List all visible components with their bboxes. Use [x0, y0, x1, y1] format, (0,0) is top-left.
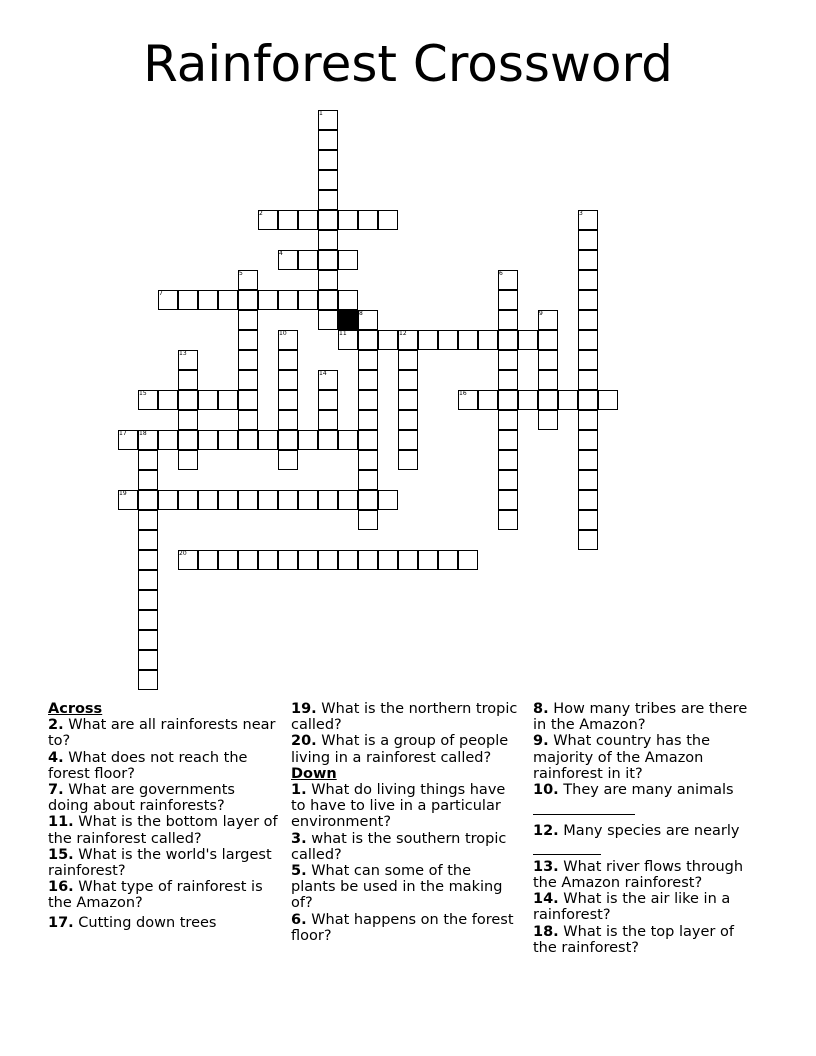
grid-cell[interactable] [238, 490, 258, 510]
grid-cell[interactable] [478, 390, 498, 410]
grid-cell[interactable] [518, 330, 538, 350]
clue-across-17: 17. Cutting down trees [48, 914, 217, 931]
grid-cell[interactable] [318, 290, 338, 310]
grid-cell[interactable] [138, 590, 158, 610]
grid-cell[interactable] [198, 550, 218, 570]
grid-cell[interactable] [218, 290, 238, 310]
grid-cell[interactable] [578, 250, 598, 270]
grid-cell[interactable] [318, 190, 338, 210]
page-title: Rainforest Crossword [143, 35, 673, 93]
clue-down-9: 9. What country has the majority of the Amazon rainforest in it? [533, 733, 711, 782]
grid-cell[interactable] [178, 450, 198, 470]
grid-cell[interactable] [338, 490, 358, 510]
grid-cell[interactable] [358, 210, 378, 230]
grid-cell[interactable] [578, 530, 598, 550]
grid-cell[interactable] [498, 330, 518, 350]
grid-cell[interactable] [378, 210, 398, 230]
grid-cell[interactable] [298, 250, 318, 270]
grid-cell[interactable] [418, 330, 438, 350]
grid-cell[interactable] [358, 390, 378, 410]
grid-cell[interactable] [278, 410, 298, 430]
clue-across-16: 16. What type of rainforest is the Amazon? [48, 879, 263, 912]
grid-cell[interactable] [318, 210, 338, 230]
grid-cell[interactable] [358, 430, 378, 450]
grid-cell[interactable] [578, 230, 598, 250]
grid-cell[interactable] [398, 410, 418, 430]
grid-cell[interactable] [138, 630, 158, 650]
grid-cell[interactable] [318, 310, 338, 330]
grid-cell[interactable] [278, 430, 298, 450]
clue-number-20: 20 [179, 550, 187, 557]
clue-down-8: 8. How many tribes are there in the Amazon? [533, 701, 748, 734]
grid-cell[interactable] [138, 670, 158, 690]
grid-cell[interactable] [278, 550, 298, 570]
grid-cell[interactable] [358, 550, 378, 570]
grid-cell[interactable] [498, 410, 518, 430]
grid-cell[interactable] [318, 150, 338, 170]
grid-cell[interactable] [178, 490, 198, 510]
grid-cell[interactable] [198, 490, 218, 510]
clue-number-5: 5 [239, 270, 243, 277]
grid-cell[interactable] [338, 430, 358, 450]
grid-cell[interactable] [238, 390, 258, 410]
grid-cell[interactable] [158, 430, 178, 450]
clue-number-13: 13 [179, 350, 187, 357]
grid-cell[interactable] [258, 550, 278, 570]
grid-cell[interactable] [598, 390, 618, 410]
grid-cell[interactable] [318, 230, 338, 250]
clue-down-1: 1. What do living things have to have to live in a particular environment? [291, 782, 506, 831]
grid-cell[interactable] [498, 450, 518, 470]
clue-across-4: 4. What does not reach the forest floor? [48, 749, 248, 782]
grid-cell[interactable] [498, 390, 518, 410]
clue-number-15: 15 [139, 390, 147, 397]
grid-cell[interactable] [578, 370, 598, 390]
clue-number-9: 9 [539, 310, 543, 317]
grid-cell[interactable] [578, 330, 598, 350]
grid-cell[interactable] [498, 490, 518, 510]
grid-cell[interactable] [238, 310, 258, 330]
grid-cell[interactable] [398, 390, 418, 410]
grid-cell[interactable] [358, 330, 378, 350]
clue-down-3: 3. what is the southern tropic called? [291, 830, 507, 863]
grid-black-cell [338, 310, 358, 330]
grid-cell[interactable] [318, 490, 338, 510]
clue-number-3: 3 [579, 210, 583, 217]
grid-cell[interactable] [138, 610, 158, 630]
grid-cell[interactable] [398, 370, 418, 390]
grid-cell[interactable] [138, 550, 158, 570]
grid-cell[interactable] [418, 550, 438, 570]
grid-cell[interactable] [318, 130, 338, 150]
grid-cell[interactable] [238, 430, 258, 450]
grid-cell[interactable] [138, 470, 158, 490]
grid-cell[interactable] [258, 490, 278, 510]
clue-down-13: 13. What river flows through the Amazon rainforest? [533, 858, 744, 892]
grid-cell[interactable] [258, 430, 278, 450]
grid-cell[interactable] [138, 530, 158, 550]
grid-cell[interactable] [578, 430, 598, 450]
grid-cell[interactable] [358, 510, 378, 530]
grid-cell[interactable] [338, 550, 358, 570]
grid-cell[interactable] [478, 330, 498, 350]
grid-cell[interactable] [298, 290, 318, 310]
clue-down-14: 14. What is the air like in a rainforest? [533, 891, 731, 924]
clue-down-5: 5. What can some of the plants be used in the making of? [291, 863, 503, 912]
clue-number-10: 10 [279, 330, 287, 337]
grid-cell[interactable] [238, 370, 258, 390]
grid-cell[interactable] [358, 470, 378, 490]
grid-cell[interactable] [158, 390, 178, 410]
grid-cell[interactable] [198, 430, 218, 450]
grid-cell[interactable] [298, 490, 318, 510]
grid-cell[interactable] [178, 370, 198, 390]
grid-cell[interactable] [578, 490, 598, 510]
grid-cell[interactable] [138, 510, 158, 530]
grid-cell[interactable] [138, 570, 158, 590]
clue-down-12: 12. Many species are nearly [533, 823, 740, 840]
clue-column-1 [48, 701, 280, 931]
clue-number-12: 12 [399, 330, 407, 337]
grid-cell[interactable] [498, 470, 518, 490]
grid-cell[interactable] [578, 290, 598, 310]
blank-line [533, 842, 761, 859]
grid-cell[interactable] [318, 550, 338, 570]
grid-cell[interactable] [318, 170, 338, 190]
grid-cell[interactable] [378, 490, 398, 510]
grid-cell[interactable] [238, 410, 258, 430]
clue-column-3 [533, 701, 761, 956]
grid-cell[interactable] [318, 250, 338, 270]
clue-number-19: 19 [119, 490, 127, 497]
grid-cell[interactable] [358, 370, 378, 390]
clue-across-7: 7. What are governments doing about rainforests? [48, 782, 235, 815]
grid-cell[interactable] [338, 250, 358, 270]
grid-cell[interactable] [578, 270, 598, 290]
grid-cell[interactable] [278, 350, 298, 370]
grid-cell[interactable] [138, 650, 158, 670]
down-heading: Down [291, 765, 337, 782]
grid-cell[interactable] [278, 290, 298, 310]
grid-cell[interactable] [178, 390, 198, 410]
grid-cell[interactable] [538, 410, 558, 430]
grid-cell[interactable] [498, 290, 518, 310]
clue-number-16: 16 [459, 390, 467, 397]
clue-number-4: 4 [279, 250, 283, 257]
clue-across-20: 20. What is a group of people living in a rainforest called? [291, 733, 509, 766]
grid-cell[interactable] [358, 490, 378, 510]
clue-across-11: 11. What is the bottom layer of the rainforest called? [48, 814, 278, 847]
grid-cell[interactable] [238, 290, 258, 310]
clue-across-15: 15. What is the world's largest rainforest? [48, 846, 272, 880]
grid-cell[interactable] [138, 450, 158, 470]
grid-cell[interactable] [578, 450, 598, 470]
grid-cell[interactable] [198, 390, 218, 410]
grid-cell[interactable] [278, 210, 298, 230]
grid-cell[interactable] [218, 550, 238, 570]
grid-cell[interactable] [578, 310, 598, 330]
grid-cell[interactable] [158, 490, 178, 510]
grid-cell[interactable] [298, 550, 318, 570]
clue-number-18: 18 [139, 430, 147, 437]
grid-cell[interactable] [358, 410, 378, 430]
grid-cell[interactable] [558, 390, 578, 410]
clue-number-1: 1 [319, 110, 323, 117]
grid-cell[interactable] [318, 410, 338, 430]
clue-down-10: 10. They are many animals [533, 782, 734, 799]
grid-cell[interactable] [278, 490, 298, 510]
grid-cell[interactable] [498, 370, 518, 390]
clue-number-11: 11 [339, 330, 347, 337]
grid-cell[interactable] [498, 430, 518, 450]
grid-cell[interactable] [458, 330, 478, 350]
grid-cell[interactable] [138, 490, 158, 510]
grid-cell[interactable] [278, 450, 298, 470]
grid-cell[interactable] [278, 370, 298, 390]
blank-line [533, 802, 761, 819]
grid-cell[interactable] [578, 390, 598, 410]
grid-cell[interactable] [338, 290, 358, 310]
grid-cell[interactable] [538, 330, 558, 350]
grid-cell[interactable] [578, 510, 598, 530]
grid-cell[interactable] [538, 390, 558, 410]
clue-number-8: 8 [359, 310, 363, 317]
clue-number-2: 2 [259, 210, 263, 217]
grid-cell[interactable] [378, 330, 398, 350]
grid-cell[interactable] [318, 390, 338, 410]
grid-cell[interactable] [438, 330, 458, 350]
grid-cell[interactable] [498, 510, 518, 530]
grid-cell[interactable] [238, 350, 258, 370]
grid-cell[interactable] [358, 450, 378, 470]
grid-cell[interactable] [398, 450, 418, 470]
grid-cell[interactable] [518, 390, 538, 410]
grid-cell[interactable] [338, 210, 358, 230]
grid-cell[interactable] [538, 350, 558, 370]
clue-number-6: 6 [499, 270, 503, 277]
clue-number-17: 17 [119, 430, 127, 437]
grid-cell[interactable] [298, 430, 318, 450]
clue-down-18: 18. What is the top layer of the rainforest? [533, 923, 734, 956]
clue-column-2 [291, 701, 519, 944]
grid-cell[interactable] [298, 210, 318, 230]
grid-cell[interactable] [378, 550, 398, 570]
grid-cell[interactable] [258, 290, 278, 310]
grid-cell[interactable] [218, 430, 238, 450]
grid-cell[interactable] [218, 390, 238, 410]
clue-down-6: 6. What happens on the forest floor? [291, 911, 514, 944]
grid-cell[interactable] [178, 290, 198, 310]
grid-cell[interactable] [178, 430, 198, 450]
grid-cell[interactable] [358, 350, 378, 370]
grid-cell[interactable] [198, 290, 218, 310]
grid-cell[interactable] [578, 470, 598, 490]
grid-cell[interactable] [398, 430, 418, 450]
grid-cell[interactable] [398, 350, 418, 370]
grid-cell[interactable] [578, 410, 598, 430]
grid-cell[interactable] [438, 550, 458, 570]
grid-cell[interactable] [318, 430, 338, 450]
grid-cell[interactable] [538, 370, 558, 390]
grid-cell[interactable] [318, 270, 338, 290]
grid-cell[interactable] [458, 550, 478, 570]
grid-cell[interactable] [278, 390, 298, 410]
clue-number-7: 7 [159, 290, 163, 297]
across-heading: Across [48, 701, 103, 717]
grid-cell[interactable] [218, 490, 238, 510]
clue-across-19: 19. What is the northern tropic called? [291, 701, 518, 734]
grid-cell[interactable] [238, 550, 258, 570]
grid-cell[interactable] [238, 330, 258, 350]
grid-cell[interactable] [578, 350, 598, 370]
clue-across-2: 2. What are all rainforests near to? [48, 717, 276, 750]
grid-cell[interactable] [498, 350, 518, 370]
grid-cell[interactable] [398, 550, 418, 570]
clue-number-14: 14 [319, 370, 327, 377]
grid-cell[interactable] [178, 410, 198, 430]
grid-cell[interactable] [498, 310, 518, 330]
